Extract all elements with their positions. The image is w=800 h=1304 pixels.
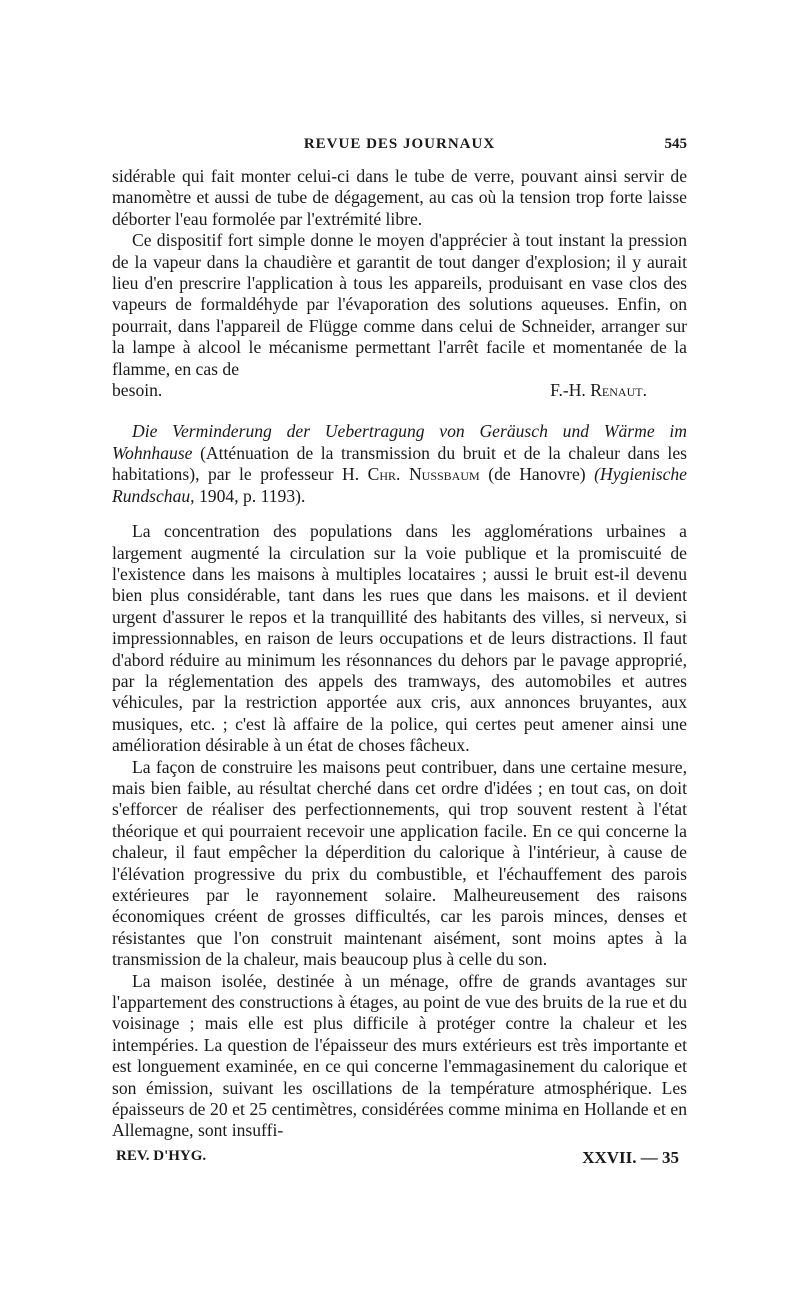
article-reference	[112, 421, 687, 507]
author-place: (de Hanovre)	[488, 464, 586, 485]
source-detail: 1904, p. 1193).	[199, 485, 306, 506]
paragraph: La façon de construire les maisons peut contribuer, dans une certaine mesure, mais bien faible, au résultat cherché dans cet ordre d'idées ; en tout cas, on doit s'efforcer de réaliser des perfectionnements, qui trop souvent restent à l'état théorique et qui pourraient recevoir une application facile. En ce qui concerne la chaleur, il faut empêcher la déperdition du calorique à l'intérieur, à cause de l'élévation progressive du prix du combustible, et l'échauffement des parois extérieures par le rayonnement solaire. Malheureusement des raisons économiques créent de grosses difficultés, car les parois minces, denses et résistantes que l'on construit maintenant aisément, sont moins aptes à la transmission de la chaleur, mais beaucoup plus à celle du son.	[112, 756, 687, 970]
article-nussbaum	[112, 421, 687, 1141]
last-word: besoin.	[112, 380, 163, 401]
french-title: (Atténuation de la transmission du bruit et de la chaleur dans les habitations), par le professeur H.	[112, 442, 687, 485]
footer-volume: XXVII. — 35	[582, 1148, 679, 1167]
page-footer	[112, 1148, 687, 1176]
paragraph: La maison isolée, destinée à un ménage, offre de grands avantages sur l'appartement des constructions à étages, au point de vue des bruits de la rue et du voisinage ; mais elle est plus difficile à protéger contre la chaleur et les intempéries. La question de l'épaisseur des murs extérieurs est très importante et est longuement examinée, en ce qui concerne l'emmagasinement du calorique et son émission, suivant les oscillations de la température atmosphérique. Les épaisseurs de 20 et 25 centimètres, considérées comme minima en Hollande et en Allemagne, sont insuffi-	[112, 970, 687, 1141]
running-title: REVUE DES JOURNAUX	[303, 136, 496, 152]
signature-line	[112, 380, 687, 401]
article-renaut	[112, 166, 687, 401]
author-signature: F.-H. Renaut.	[550, 380, 647, 401]
footer-journal: REV. D'HYG.	[116, 1148, 207, 1164]
paragraph: La concentration des populations dans les agglomérations urbaines a largement augmenté la circulation sur la voie publique et la promiscuité de l'existence dans les maisons à multiples locataires ; aussi le bruit est-il devenu bien plus considérable, tant dans les rues que dans les maisons. et il devient urgent d'assurer le repos et la tranquillité des habitants des villes, si nerveux, si impressionnables, en raison de leurs occupations et de leurs distractions. Il faut d'abord réduire au minimum les résonnances du dehors par le pavage approprié, par la réglementation des appels des tramways, des automobiles et autres véhicules, par la restriction apportée aux cris, aux annonces bruyantes, aux musiques, etc. ; c'est là affaire de la police, qui certes peut amener ainsi une amélioration désirable à un état de choses fâcheux.	[112, 521, 687, 756]
paragraph: sidérable qui fait monter celui-ci dans le tube de verre, pouvant ainsi servir de manomètre et aussi de tube de dégagement, au cas où la tension trop forte laisse déborter l'eau formolée par l'extrémité libre.	[112, 166, 687, 229]
reference-gap	[112, 507, 687, 521]
paragraph: Ce dispositif fort simple donne le moyen d'apprécier à tout instant la pression de la vapeur dans la chaudière et garantit de tout danger d'explosion; il y aurait lieu d'en prescrire l'application à tous les appareils, produisant en vase clos des vapeurs de formaldéhyde par l'évaporation des solutions aqueuses. Enfin, on pourrait, dans l'appareil de Flügge comme dans celui de Schneider, arranger sur la lampe à alcool le mécanisme permettant l'arrêt facile et momentanée de la flamme, en cas de	[112, 230, 687, 379]
running-head	[112, 136, 687, 166]
page-content	[112, 136, 687, 1142]
page-number: 545	[664, 136, 687, 152]
section-gap	[112, 401, 687, 421]
german-title: Die Verminderung der Uebertragung von Geräusch und Wärme im Wohnhause	[112, 421, 687, 463]
source-journal: (Hygienische Rundschau,	[112, 464, 687, 506]
author-name: Chr. Nussbaum	[367, 464, 480, 485]
